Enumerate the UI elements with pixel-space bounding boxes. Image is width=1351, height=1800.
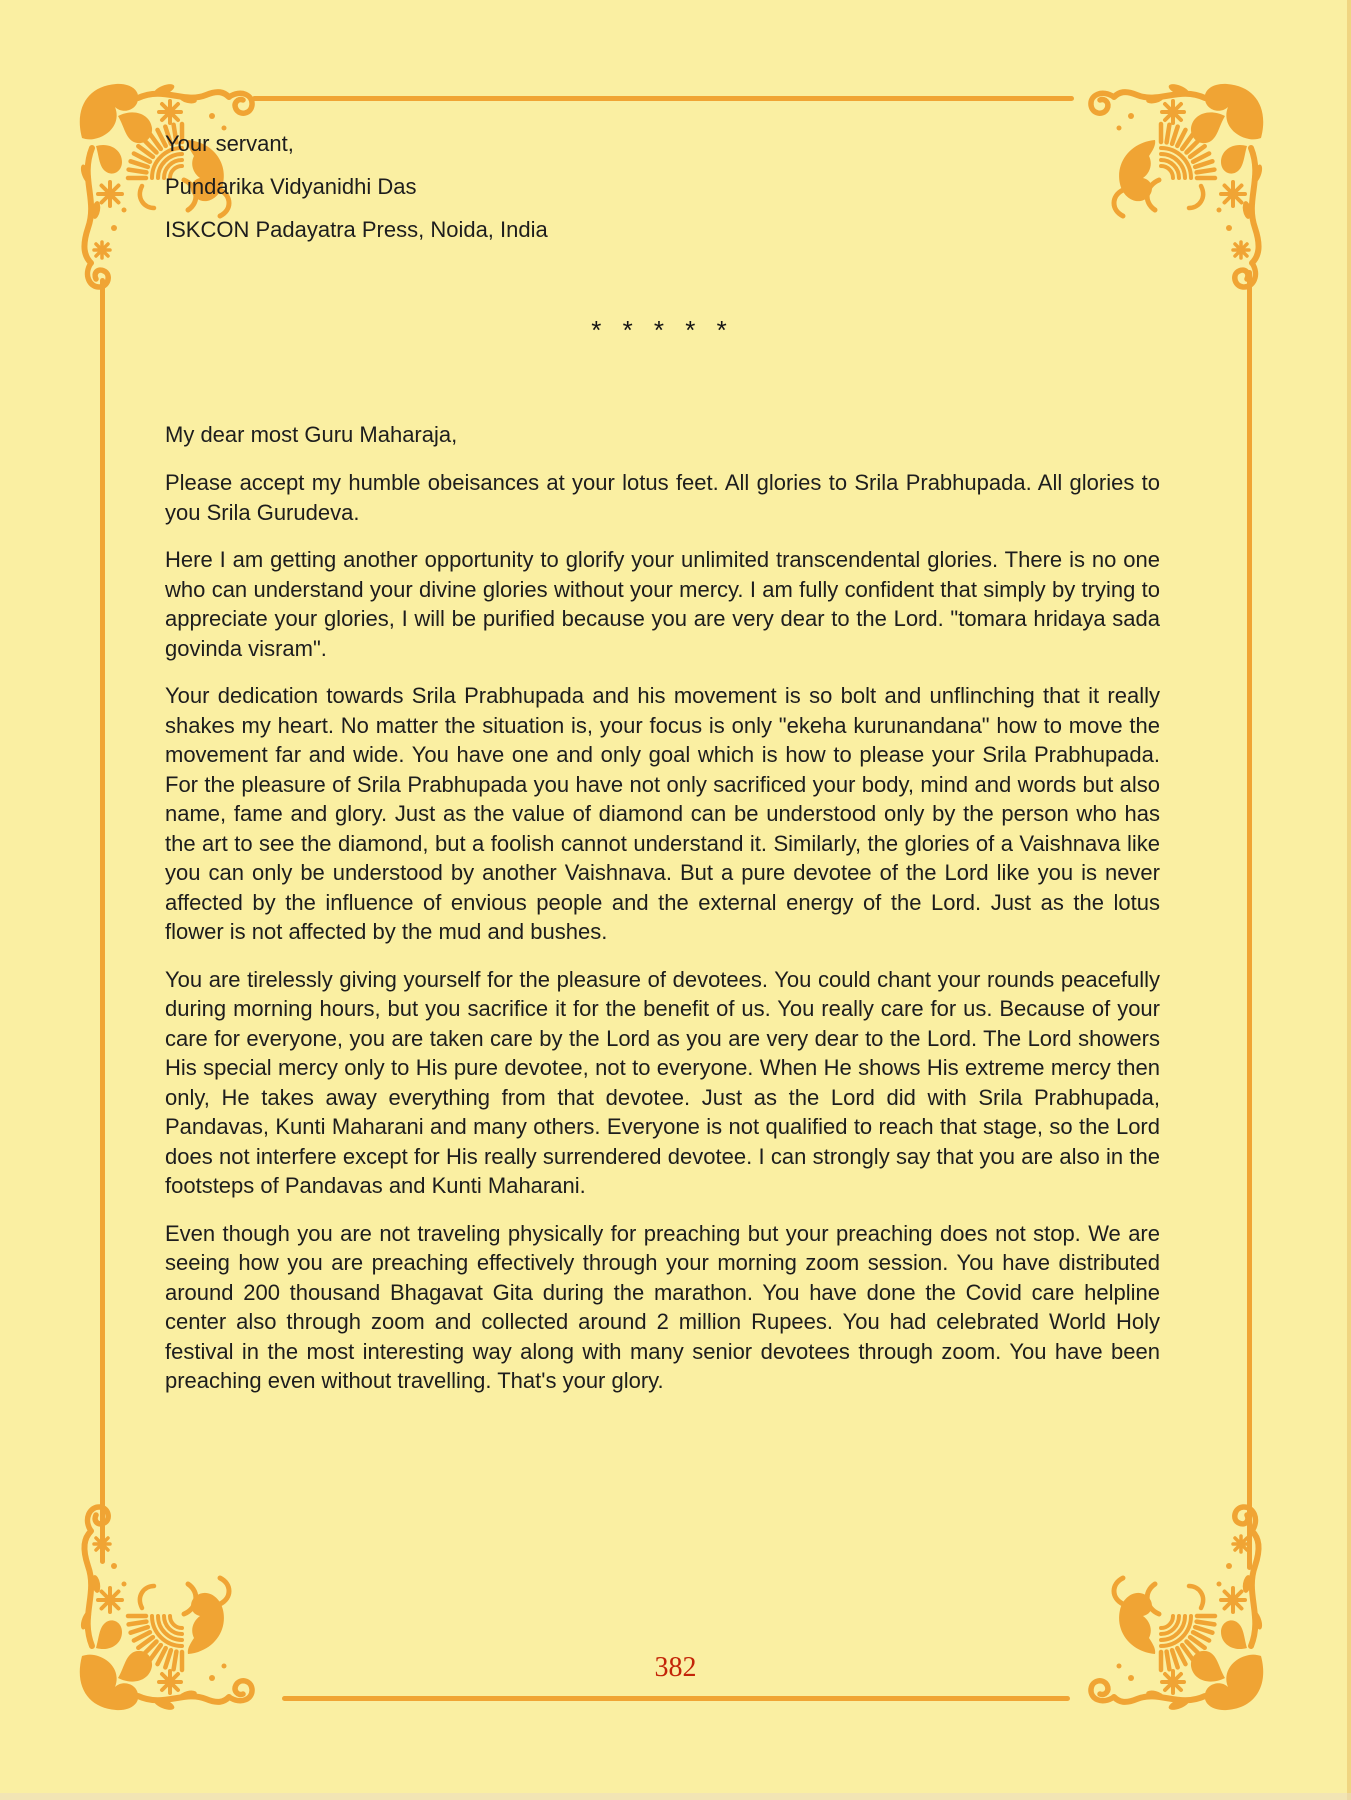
border-line-right — [1247, 270, 1252, 1570]
scan-edge-artifact — [1347, 0, 1351, 1800]
border-line-bottom — [282, 1696, 1070, 1701]
scan-edge-artifact — [0, 1793, 1351, 1800]
signature-line: Pundarika Vidyanidhi Das — [165, 174, 417, 199]
border-line-top — [252, 96, 1074, 101]
signature-line: Your servant, — [165, 131, 294, 156]
signature-line: ISKCON Padayatra Press, Noida, India — [165, 217, 548, 242]
letter-salutation: My dear most Guru Maharaja, — [165, 422, 458, 447]
letter-paragraph: Even though you are not traveling physically for preaching but your preaching does not stop. We are seeing how you are preaching effectively through your morning zoom session. You have distributed around 200 thousand Bhagavat Gita during the marathon. You have done the Covid care helpline center also through zoom and collected around 2 million Rupees. You had celebrated World Holy festival in the most interesting way along with many senior devotees through zoom. You have been preaching even without travelling. That's your glory. — [165, 1220, 1160, 1393]
letter-content — [165, 122, 1160, 1396]
letter-paragraph: Here I am getting another opportunity to glorify your unlimited transcendental glories. There is no one who can understand your divine glories without your mercy. I am fully confident that simply by trying to appreciate your glories, I will be purified because you are very dear to the Lord. "tomara hridaya sada govinda visram". — [165, 547, 1160, 661]
letter-paragraph: You are tirelessly giving yourself for the pleasure of devotees. You could chant your rounds peacefully during morning hours, but you sacrifice it for the benefit of us. You really care for us. Because of your care for everyone, you are taken care by the Lord as you are very dear to the Lord. The Lord showers His special mercy only to His pure devotee, not to everyone. When He shows His extreme mercy then only, He takes away everything from that devotee. Just as the Lord did with Srila Prabhupada, Pandavas, Kunti Maharani and many others. Everyone is not qualified to reach that stage, so the Lord does not interfere except for His really surrendered devotee. I can strongly say that you are also in the footsteps of Pandavas and Kunti Maharani. — [165, 966, 1160, 1198]
letter-paragraph: Your dedication towards Srila Prabhupada and his movement is so bolt and unflinching that it really shakes my heart. No matter the situation is, your focus is only "ekeha kurunandana" how to move the movement far and wide. You have one and only goal which is how to please your Srila Prabhupada. For the pleasure of Srila Prabhupada you have not only sacrificed your body, mind and words but also name, fame and glory. Just as the value of diamond can be understood only by the person who has the art to see the diamond, but a foolish cannot understand it. Similarly, the glories of a Vaishnava like you can only be understood by another Vaishnava. But a pure devotee of the Lord like you is never affected by the influence of envious people and the external energy of the Lord. Just as the lotus flower is not affected by the mud and bushes. — [165, 683, 1160, 944]
border-line-left — [100, 278, 105, 1564]
page-number: 382 — [654, 1652, 697, 1683]
letter-paragraph: Please accept my humble obeisances at your lotus feet. All glories to Srila Prabhupada. All glories to you Srila Gurudeva. — [165, 470, 1160, 525]
section-separator-stars: * * * * * — [591, 315, 734, 345]
